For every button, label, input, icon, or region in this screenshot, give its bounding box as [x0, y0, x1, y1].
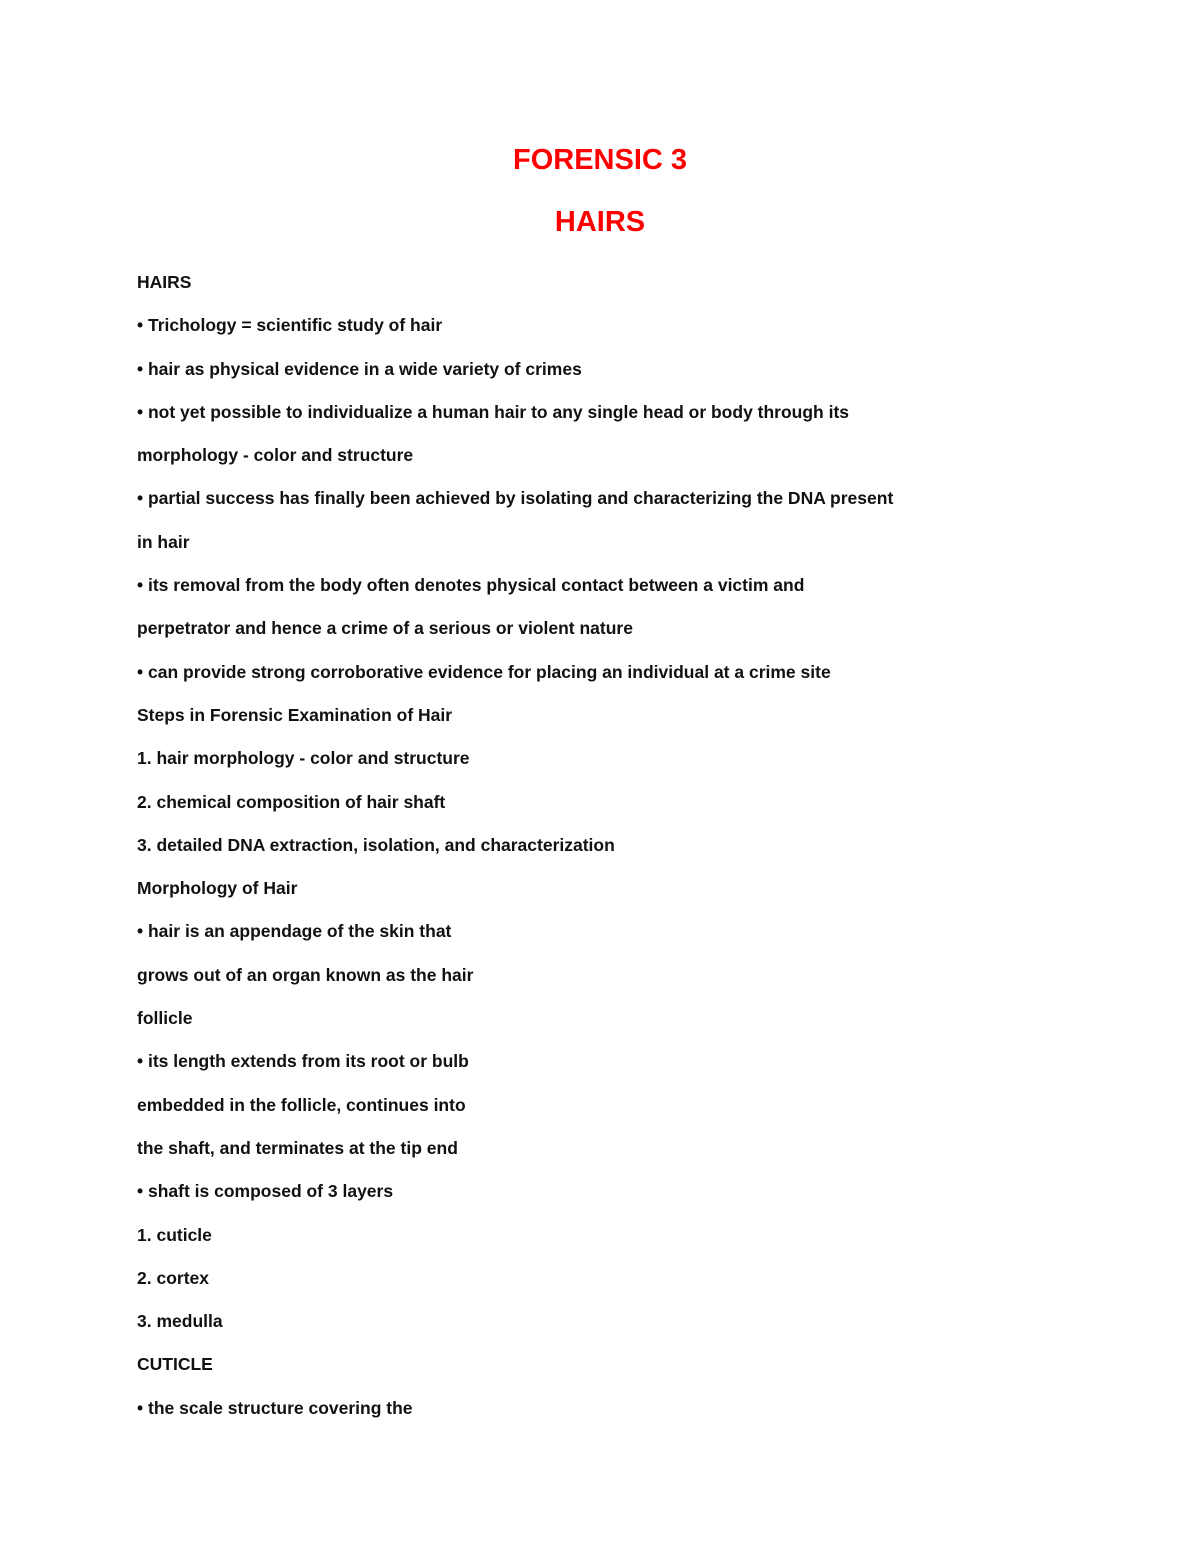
text-line: the shaft, and terminates at the tip end	[137, 1137, 458, 1158]
text-line: • not yet possible to individualize a human hair to any single head or body through its	[137, 401, 850, 422]
text-line: grows out of an organ known as the hair	[137, 964, 474, 985]
document-body	[137, 261, 1137, 1430]
text-line: 1. cuticle	[137, 1224, 212, 1245]
text-line: • partial success has finally been achieved by isolating and characterizing the DNA present	[137, 488, 894, 509]
text-line: 2. cortex	[137, 1267, 209, 1288]
section-heading-steps: Steps in Forensic Examination of Hair	[137, 704, 453, 725]
text-line: • shaft is composed of 3 layers	[137, 1181, 394, 1202]
section-heading-hairs: HAIRS	[137, 272, 192, 292]
text-line: • hair is an appendage of the skin that	[137, 921, 452, 942]
text-line: • Trichology = scientific study of hair	[137, 315, 443, 336]
text-line: morphology - color and structure	[137, 445, 414, 466]
text-line: embedded in the follicle, continues into	[137, 1094, 466, 1115]
text-line: in hair	[137, 531, 190, 552]
text-line: follicle	[137, 1008, 193, 1029]
text-line: 3. detailed DNA extraction, isolation, and characterization	[137, 834, 615, 855]
text-line: 1. hair morphology - color and structure	[137, 748, 470, 769]
text-line: 2. chemical composition of hair shaft	[137, 791, 446, 812]
text-line: • its length extends from its root or bulb	[137, 1051, 469, 1072]
document-subtitle: HAIRS	[554, 206, 646, 238]
section-heading-cuticle: CUTICLE	[137, 1354, 213, 1375]
text-line: perpetrator and hence a crime of a serious or violent nature	[137, 618, 633, 639]
text-line: • can provide strong corroborative evidence for placing an individual at a crime site	[137, 661, 831, 682]
text-line: • hair as physical evidence in a wide variety of crimes	[137, 358, 582, 379]
text-line: • its removal from the body often denotes physical contact between a victim and	[137, 575, 805, 596]
section-heading-morphology: Morphology of Hair	[137, 878, 298, 899]
text-line: • the scale structure covering the	[137, 1397, 413, 1418]
text-line: 3. medulla	[137, 1311, 223, 1332]
document-title: FORENSIC 3	[512, 144, 688, 176]
